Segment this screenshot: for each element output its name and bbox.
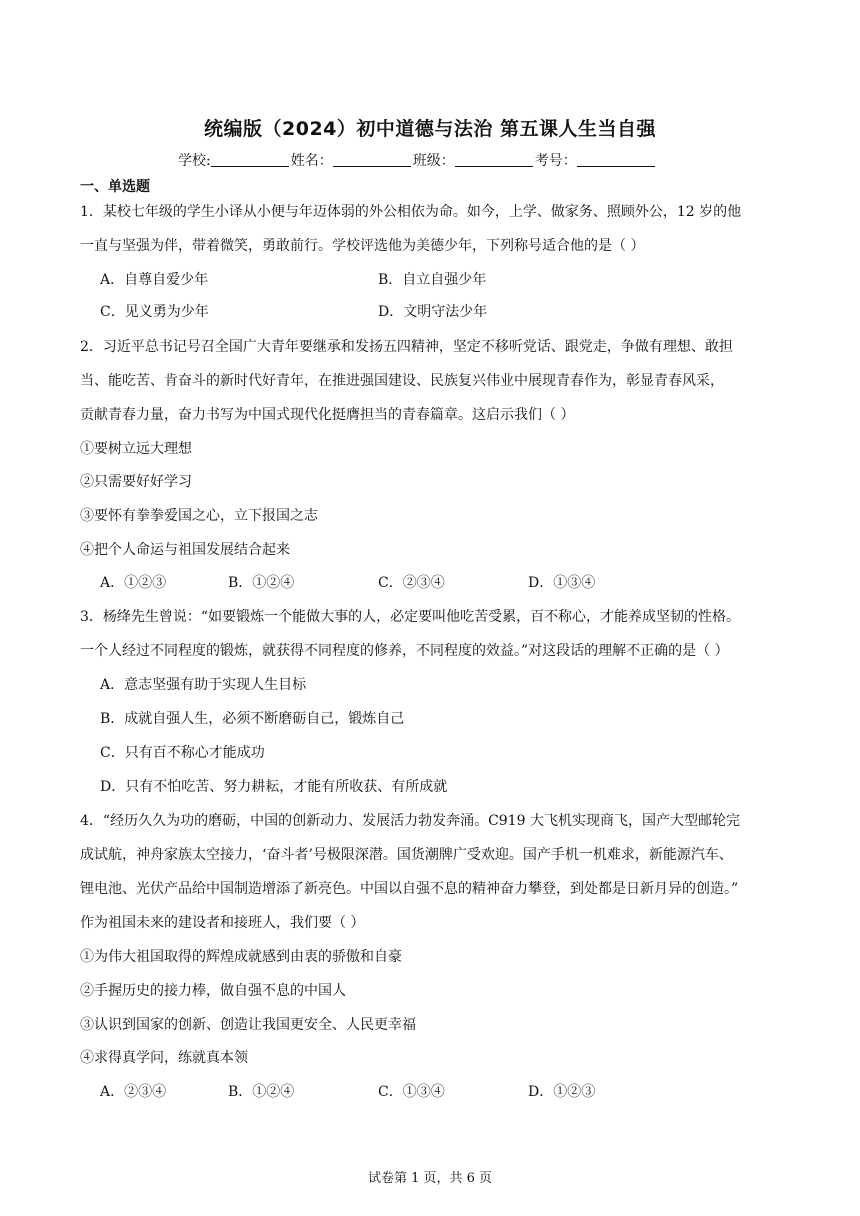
q3-option-d[interactable]: D．只有不怕吃苦、努力耕耘，才能有所收获、有所成就 bbox=[100, 779, 448, 795]
question-4-line: 4．“经历久久为功的磨砺，中国的创新动力、发展活力勃发奔涌。C919 大飞机实现商飞，国产大型邮轮完 bbox=[80, 813, 740, 829]
name-blank[interactable] bbox=[333, 152, 411, 167]
q4-option-d[interactable]: D．①②③ bbox=[528, 1084, 596, 1100]
q4-option-b[interactable]: B．①②④ bbox=[228, 1084, 295, 1100]
student-info-row bbox=[178, 150, 657, 170]
q4-option-a[interactable]: A．②③④ bbox=[100, 1084, 167, 1100]
q1-option-a[interactable]: A．自尊自爱少年 bbox=[100, 272, 209, 288]
q3-option-b[interactable]: B．成就自强人生，必须不断磨砺自己，锻炼自己 bbox=[100, 711, 405, 727]
section-heading: 一、单选题 bbox=[80, 179, 150, 195]
class-blank[interactable] bbox=[455, 152, 533, 167]
question-2-line: 贡献青春力量，奋力书写为中国式现代化挺膺担当的青春篇章。这启示我们（ ） bbox=[80, 407, 575, 423]
q2-item: ①要树立远大理想 bbox=[80, 441, 192, 457]
question-2-line: 2．习近平总书记号召全国广大青年要继承和发扬五四精神，坚定不移听党话、跟党走，争做有理想、敢担 bbox=[80, 339, 733, 355]
q2-option-b[interactable]: B．①②④ bbox=[228, 575, 295, 591]
exam-no-blank[interactable] bbox=[577, 152, 655, 167]
school-blank[interactable] bbox=[211, 152, 289, 167]
q2-item: ④把个人命运与祖国发展结合起来 bbox=[80, 542, 290, 558]
q4-option-c[interactable]: C．①③④ bbox=[378, 1084, 445, 1100]
q1-option-c[interactable]: C．见义勇为少年 bbox=[100, 304, 209, 320]
q2-option-d[interactable]: D．①③④ bbox=[528, 575, 596, 591]
q2-item: ③要怀有拳拳爱国之心，立下报国之志 bbox=[80, 508, 318, 524]
page-footer: 试卷第 1 页，共 6 页 bbox=[367, 1171, 493, 1186]
question-1-line: 1．某校七年级的学生小译从小便与年迈体弱的外公相依为命。如今，上学、做家务、照顾外公，12 岁的他 bbox=[80, 204, 742, 220]
question-4-line: 作为祖国未来的建设者和接班人，我们要（ ） bbox=[80, 915, 365, 931]
school-label: 学校: bbox=[178, 153, 211, 169]
q4-item: ④求得真学问，练就真本领 bbox=[80, 1050, 248, 1066]
q2-item: ②只需要好好学习 bbox=[80, 474, 192, 490]
class-label: 班级： bbox=[412, 153, 455, 169]
question-3-line: 一个人经过不同程度的锻炼，就获得不同程度的修养，不同程度的效益。”对这段话的理解不正确的是（ ） bbox=[80, 643, 729, 659]
question-2-line: 当、能吃苦、肯奋斗的新时代好青年，在推进强国建设、民族复兴伟业中展现青春作为，彰显青春风采， bbox=[80, 373, 724, 389]
name-label: 姓名： bbox=[290, 153, 333, 169]
q4-item: ③认识到国家的创新、创造让我国更安全、人民更幸福 bbox=[80, 1017, 416, 1033]
q3-option-a[interactable]: A．意志坚强有助于实现人生目标 bbox=[100, 677, 307, 693]
question-3-line: 3．杨绛先生曾说：“如要锻炼一个能做大事的人，必定要叫他吃苦受累，百不称心，才能养成坚韧的性格。 bbox=[80, 609, 741, 625]
question-4-line: 锂电池、光伏产品给中国制造增添了新亮色。中国以自强不息的精神奋力攀登，到处都是日新月异的创造。” bbox=[80, 881, 739, 897]
question-4-line: 成试航，神舟家族太空接力，‘奋斗者’号极限深潜。国货潮牌广受欢迎。国产手机一机难求，新能源汽车、 bbox=[80, 847, 733, 863]
q1-option-b[interactable]: B．自立自强少年 bbox=[378, 272, 487, 288]
q1-option-d[interactable]: D．文明守法少年 bbox=[378, 304, 488, 320]
q2-option-a[interactable]: A．①②③ bbox=[100, 575, 167, 591]
exam-no-label: 考号： bbox=[534, 153, 577, 169]
q4-item: ②手握历史的接力棒，做自强不息的中国人 bbox=[80, 983, 346, 999]
q3-option-c[interactable]: C．只有百不称心才能成功 bbox=[100, 745, 265, 761]
q4-item: ①为伟大祖国取得的辉煌成就感到由衷的骄傲和自豪 bbox=[80, 949, 402, 965]
question-1-line: 一直与坚强为伴，带着微笑，勇敢前行。学校评选他为美德少年，下列称号适合他的是（ ） bbox=[80, 238, 645, 254]
page-title: 统编版（2024）初中道德与法治 第五课人生当自强 bbox=[204, 118, 656, 140]
q2-option-c[interactable]: C．②③④ bbox=[378, 575, 445, 591]
